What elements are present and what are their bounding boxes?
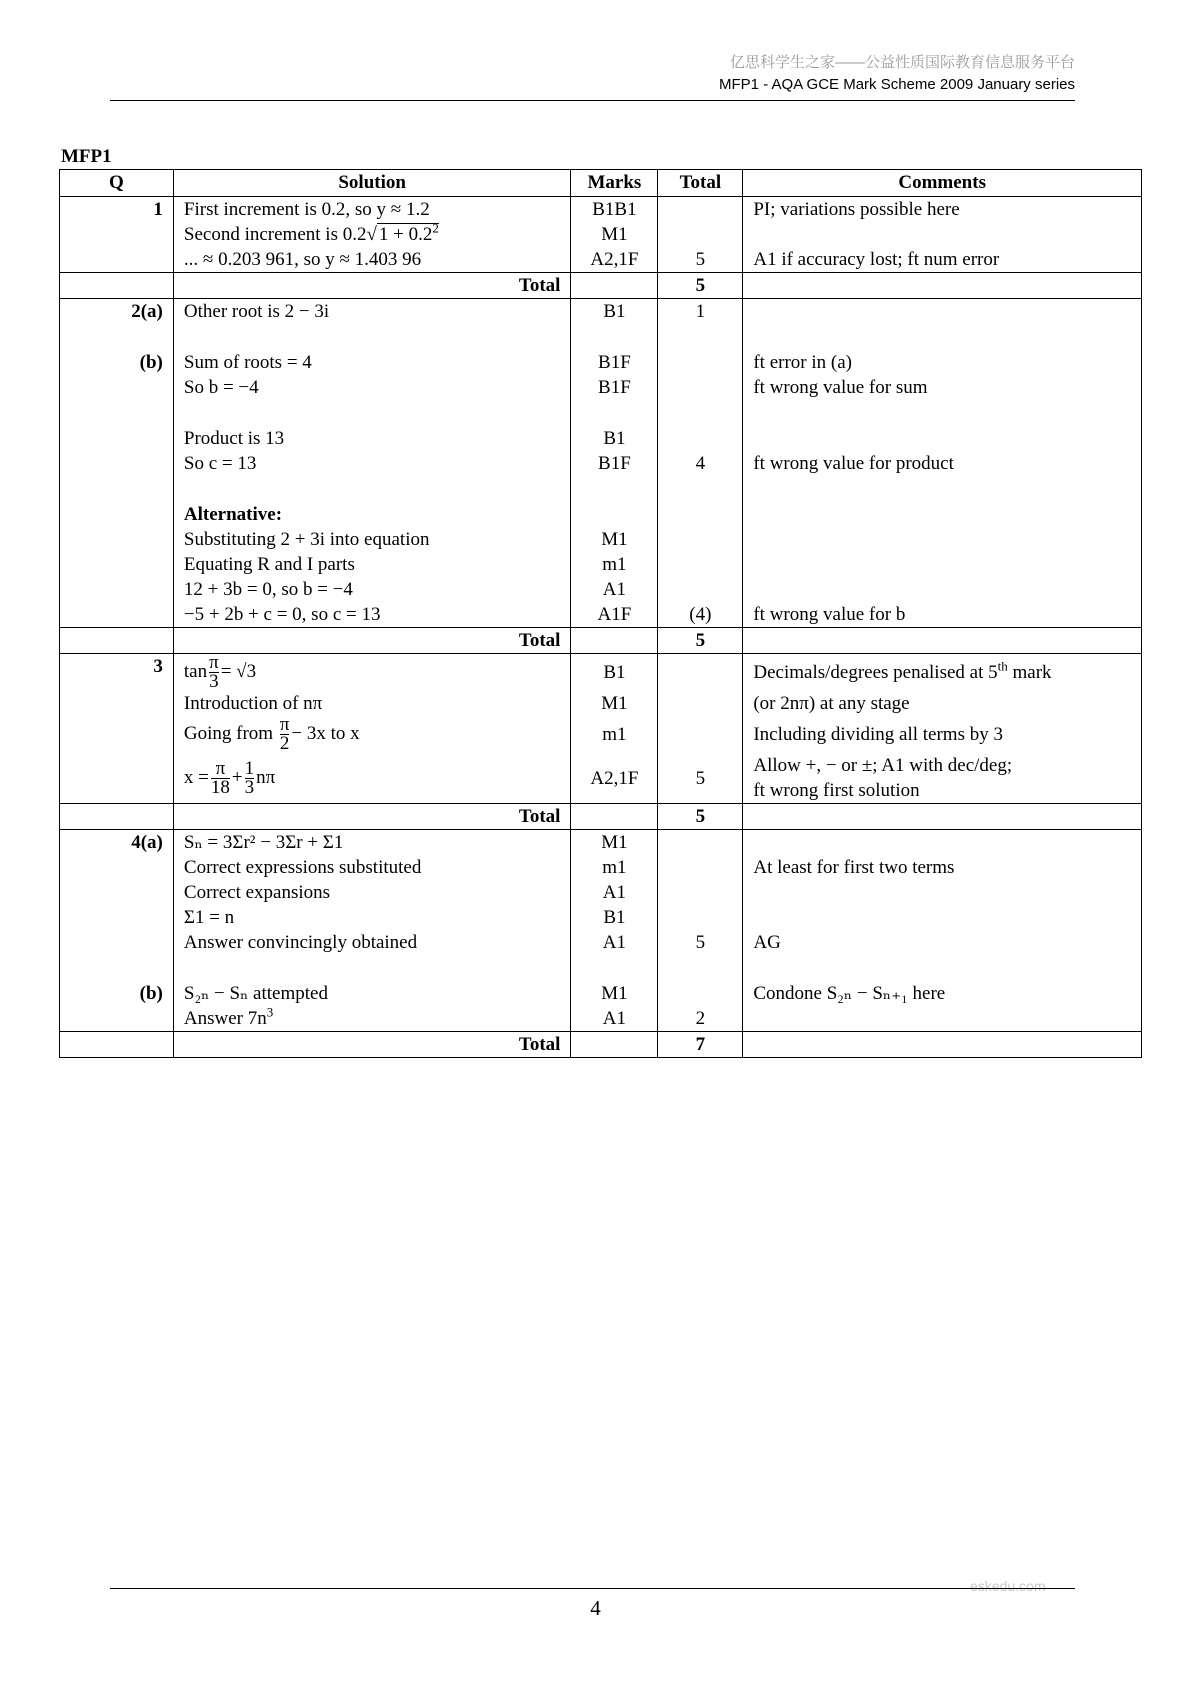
total-cell: 5	[658, 930, 743, 955]
table-row	[60, 654, 1142, 692]
marks-cell: A1	[571, 577, 658, 602]
marks-cell: A2,1F	[571, 753, 658, 804]
table-row	[60, 552, 1142, 577]
comment-cell: (or 2nπ) at any stage	[743, 691, 1142, 716]
marks-cell: B1	[571, 905, 658, 930]
column-header-comments: Comments	[743, 170, 1142, 197]
table-header-row	[60, 170, 1142, 197]
table-row	[60, 299, 1142, 325]
fraction: $\frac{\pi}{3}$	[209, 652, 219, 692]
comment-cell: A1 if accuracy lost; ft num error	[743, 247, 1142, 273]
table-row	[60, 602, 1142, 628]
column-header-marks: Marks	[571, 170, 658, 197]
solution-cell: S₂ₙ − Sₙ attempted	[173, 981, 571, 1006]
solution-cell: Σ1 = n	[173, 905, 571, 930]
marks-cell: B1F	[571, 451, 658, 476]
table-row	[60, 905, 1142, 930]
total-label: Total	[173, 804, 571, 830]
marks-cell: m1	[571, 855, 658, 880]
comment-cell: ft error in (a)	[743, 350, 1142, 375]
column-header-total: Total	[658, 170, 743, 197]
total-value: 5	[658, 273, 743, 299]
comment-cell: ft wrong value for sum	[743, 375, 1142, 400]
marks-cell: B1F	[571, 350, 658, 375]
total-cell	[658, 197, 743, 223]
solution-cell: Sum of roots = 4	[173, 350, 571, 375]
table-row	[60, 716, 1142, 753]
site-banner: 亿思科学生之家——公益性质国际教育信息服务平台	[729, 54, 1075, 71]
solution-cell: Second increment is 0.2√ $1 + 0.2^2$	[173, 222, 571, 247]
total-value: 5	[658, 804, 743, 830]
marks-cell: m1	[571, 552, 658, 577]
solution-cell: Correct expressions substituted	[173, 855, 571, 880]
table-row	[60, 691, 1142, 716]
solution-cell: −5 + 2b + c = 0, so c = 13	[173, 602, 571, 628]
solution-cell: Answer $7n^3$	[173, 1006, 571, 1032]
total-cell: 4	[658, 451, 743, 476]
marks-cell: A1F	[571, 602, 658, 628]
table-row	[60, 855, 1142, 880]
fraction: $\frac{\pi}{18}$	[210, 757, 230, 798]
question-number: 1	[60, 197, 174, 223]
marks-cell: M1	[571, 830, 658, 856]
page-header	[719, 52, 1075, 96]
question-number: 4(a)	[60, 830, 174, 856]
solution-cell: Sₙ = 3Σr² − 3Σr + Σ1	[173, 830, 571, 856]
total-label: Total	[173, 273, 571, 299]
comment-cell: Allow +, − or ±; A1 with dec/deg; ft wrong first solution	[743, 753, 1142, 804]
comment-cell: ft wrong value for product	[743, 451, 1142, 476]
solution-cell: x = $\frac{\pi}{18}$ + $\frac{1}{3}$ nπ	[173, 753, 571, 804]
fraction: $\frac{1}{3}$	[244, 757, 255, 798]
marks-cell: M1	[571, 222, 658, 247]
question-part: (b)	[60, 981, 174, 1006]
solution-cell: Product is 13	[173, 426, 571, 451]
total-cell: 5	[658, 247, 743, 273]
total-label: Total	[173, 628, 571, 654]
total-cell: (4)	[658, 602, 743, 628]
marks-cell: M1	[571, 981, 658, 1006]
table-row	[60, 830, 1142, 856]
solution-cell: So b = −4	[173, 375, 571, 400]
total-row	[60, 804, 1142, 830]
comment-cell: PI; variations possible here	[743, 197, 1142, 223]
column-header-q: Q	[60, 170, 174, 197]
comment-cell: Condone S₂ₙ − Sₙ₊₁ here	[743, 981, 1142, 1006]
table-row	[60, 350, 1142, 375]
solution-cell: Other root is 2 − 3i	[173, 299, 571, 325]
header-rule	[110, 100, 1075, 101]
total-cell: 5	[658, 753, 743, 804]
mark-scheme-table	[59, 169, 1142, 1058]
comment-cell: Decimals/degrees penalised at 5th mark	[743, 654, 1142, 692]
total-value: 7	[658, 1032, 743, 1058]
comment-cell: ft wrong value for b	[743, 602, 1142, 628]
marks-cell: A1	[571, 1006, 658, 1032]
marks-cell: B1	[571, 299, 658, 325]
table-row	[60, 375, 1142, 400]
footer-rule	[110, 1588, 1075, 1589]
marks-cell: B1B1	[571, 197, 658, 223]
table-row	[60, 451, 1142, 476]
marks-cell: B1	[571, 654, 658, 692]
solution-cell: tan $\frac{\pi}{3}$ = √3	[173, 654, 571, 692]
question-part: (b)	[60, 350, 174, 375]
solution-cell: Answer convincingly obtained	[173, 930, 571, 955]
total-cell: 2	[658, 1006, 743, 1032]
marks-cell: B1F	[571, 375, 658, 400]
solution-cell: Equating R and I parts	[173, 552, 571, 577]
sqrt-expression: $1 + 0.2^2$	[378, 220, 439, 245]
comment-cell: AG	[743, 930, 1142, 955]
solution-cell: Substituting 2 + 3i into equation	[173, 527, 571, 552]
total-value: 5	[658, 628, 743, 654]
fraction: $\frac{\pi}{2}$	[279, 714, 290, 754]
total-label: Total	[173, 1032, 571, 1058]
solution-cell: ... ≈ 0.203 961, so y ≈ 1.403 96	[173, 247, 571, 273]
marks-cell: m1	[571, 716, 658, 753]
marks-cell: M1	[571, 691, 658, 716]
comment-cell: At least for first two terms	[743, 855, 1142, 880]
table-row	[60, 577, 1142, 602]
total-row	[60, 1032, 1142, 1058]
marks-cell: A2,1F	[571, 247, 658, 273]
table-row	[60, 753, 1142, 804]
marks-cell: M1	[571, 527, 658, 552]
page-number: 4	[590, 1596, 601, 1620]
table-row	[60, 247, 1142, 273]
table-row	[60, 1006, 1142, 1032]
section-title: MFP1	[61, 146, 112, 167]
marks-cell: A1	[571, 930, 658, 955]
question-number: 2(a)	[60, 299, 174, 325]
alternative-heading: Alternative:	[173, 502, 571, 527]
table-row	[60, 930, 1142, 955]
total-row	[60, 628, 1142, 654]
table-row	[60, 981, 1142, 1006]
table-row	[60, 527, 1142, 552]
solution-cell: First increment is 0.2, so y ≈ 1.2	[173, 197, 571, 223]
table-row	[60, 502, 1142, 527]
table-row	[60, 426, 1142, 451]
solution-cell: So c = 13	[173, 451, 571, 476]
marks-cell: B1	[571, 426, 658, 451]
watermark: eskedu.com	[970, 1578, 1046, 1594]
solution-cell: 12 + 3b = 0, so b = −4	[173, 577, 571, 602]
document-subtitle: MFP1 - AQA GCE Mark Scheme 2009 January series	[719, 76, 1075, 93]
marks-cell: A1	[571, 880, 658, 905]
solution-cell: Correct expansions	[173, 880, 571, 905]
total-row	[60, 273, 1142, 299]
table-row	[60, 880, 1142, 905]
column-header-solution: Solution	[173, 170, 571, 197]
solution-cell: Going from $\frac{\pi}{2}$ − 3x to x	[173, 716, 571, 753]
comment-cell: Including dividing all terms by 3	[743, 716, 1142, 753]
table-row	[60, 197, 1142, 223]
solution-cell: Introduction of nπ	[173, 691, 571, 716]
table-row	[60, 222, 1142, 247]
total-cell: 1	[658, 299, 743, 325]
question-number: 3	[60, 654, 174, 692]
